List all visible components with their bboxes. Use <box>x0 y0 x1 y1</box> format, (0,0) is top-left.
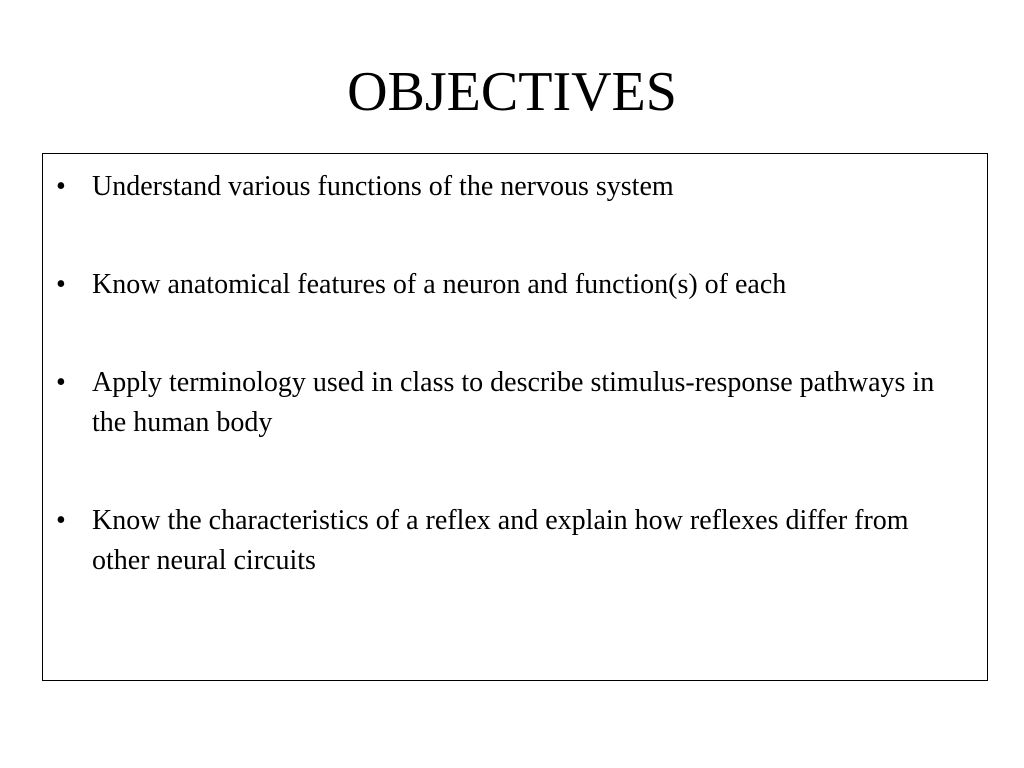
objective-item <box>56 265 961 305</box>
bullet-icon: • <box>56 505 66 536</box>
objective-item <box>56 501 961 581</box>
objective-item <box>56 363 961 443</box>
objective-text: Know the characteristics of a reflex and explain how reflexes differ from other neural circuits <box>92 505 909 576</box>
objective-text: Apply terminology used in class to describe stimulus-response pathways in the human body <box>92 367 935 438</box>
bullet-icon: • <box>56 367 66 398</box>
slide-title: OBJECTIVES <box>347 61 677 123</box>
objectives-box <box>42 153 988 681</box>
objective-text: Understand various functions of the nervous system <box>92 171 674 202</box>
bullet-icon: • <box>56 171 66 202</box>
bullet-icon: • <box>56 269 66 300</box>
objective-item <box>56 167 961 207</box>
objective-text: Know anatomical features of a neuron and function(s) of each <box>92 269 787 300</box>
objectives-list <box>56 167 961 581</box>
